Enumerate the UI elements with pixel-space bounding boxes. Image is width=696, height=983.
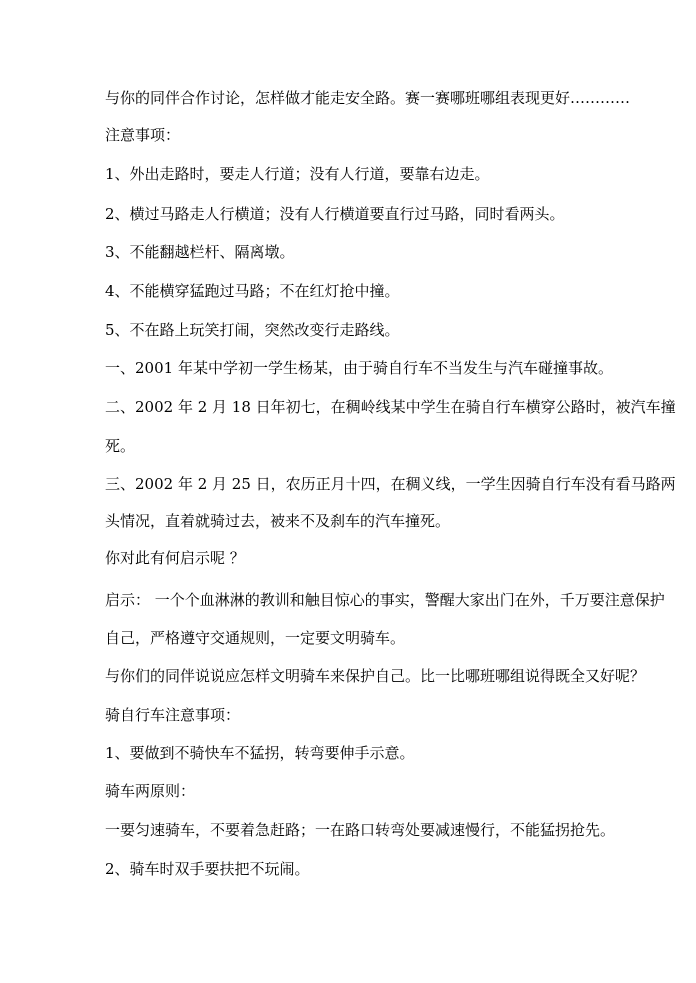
text-line-9: 二、2002 年 2 月 18 日年初七，在稠岭线某中学生在骑自行车横穿公路时，被汽车撞: [105, 398, 676, 416]
text-line-1: 与你的同伴合作讨论，怎样做才能走安全路。赛一赛哪班哪组表现更好…………: [105, 89, 631, 107]
text-line-7: 5、不在路上玩笑打闹，突然改变行走路线。: [105, 321, 400, 339]
text-line-19: 骑车两原则：: [105, 782, 196, 800]
text-line-3: 1、外出走路时，要走人行道；没有人行道，要靠右边走。: [105, 165, 490, 183]
text-line-10: 死。: [105, 437, 136, 455]
text-line-16: 与你们的同伴说说应怎样文明骑车来保护自己。比一比哪班哪组说得既全又好呢？: [105, 667, 646, 685]
text-line-20: 一要匀速骑车，不要着急赶路；一在路口转弯处要减速慢行，不能猛拐抢先。: [105, 821, 616, 839]
text-line-15: 自己，严格遵守交通规则，一定要文明骑车。: [105, 629, 406, 647]
text-line-5: 3、不能翻越栏杆、隔离墩。: [105, 243, 295, 261]
text-line-6: 4、不能横穿猛跑过马路；不在红灯抢中撞。: [105, 282, 400, 300]
text-line-17: 骑自行车注意事项：: [105, 706, 241, 724]
text-line-11: 三、2002 年 2 月 25 日，农历正月十四，在稠义线，一学生因骑自行车没有看马路两: [105, 475, 676, 493]
text-line-18: 1、要做到不骑快车不猛拐，转弯要伸手示意。: [105, 744, 415, 762]
text-line-21: 2、骑车时双手要扶把不玩闹。: [105, 860, 310, 878]
text-line-12: 头情况，直着就骑过去，被来不及刹车的汽车撞死。: [105, 512, 451, 530]
text-line-2: 注意事项：: [105, 126, 181, 144]
text-line-14: 启示： 一个个血淋淋的教训和触目惊心的事实，警醒大家出门在外，千万要注意保护: [105, 591, 665, 609]
text-line-13: 你对此有何启示呢 ？: [105, 549, 245, 567]
text-line-8: 一、2001 年某中学初一学生杨某，由于骑自行车不当发生与汽车碰撞事故。: [105, 359, 613, 377]
text-line-4: 2、横过马路走人行横道；没有人行横道要直行过马路，同时看两头。: [105, 205, 565, 223]
